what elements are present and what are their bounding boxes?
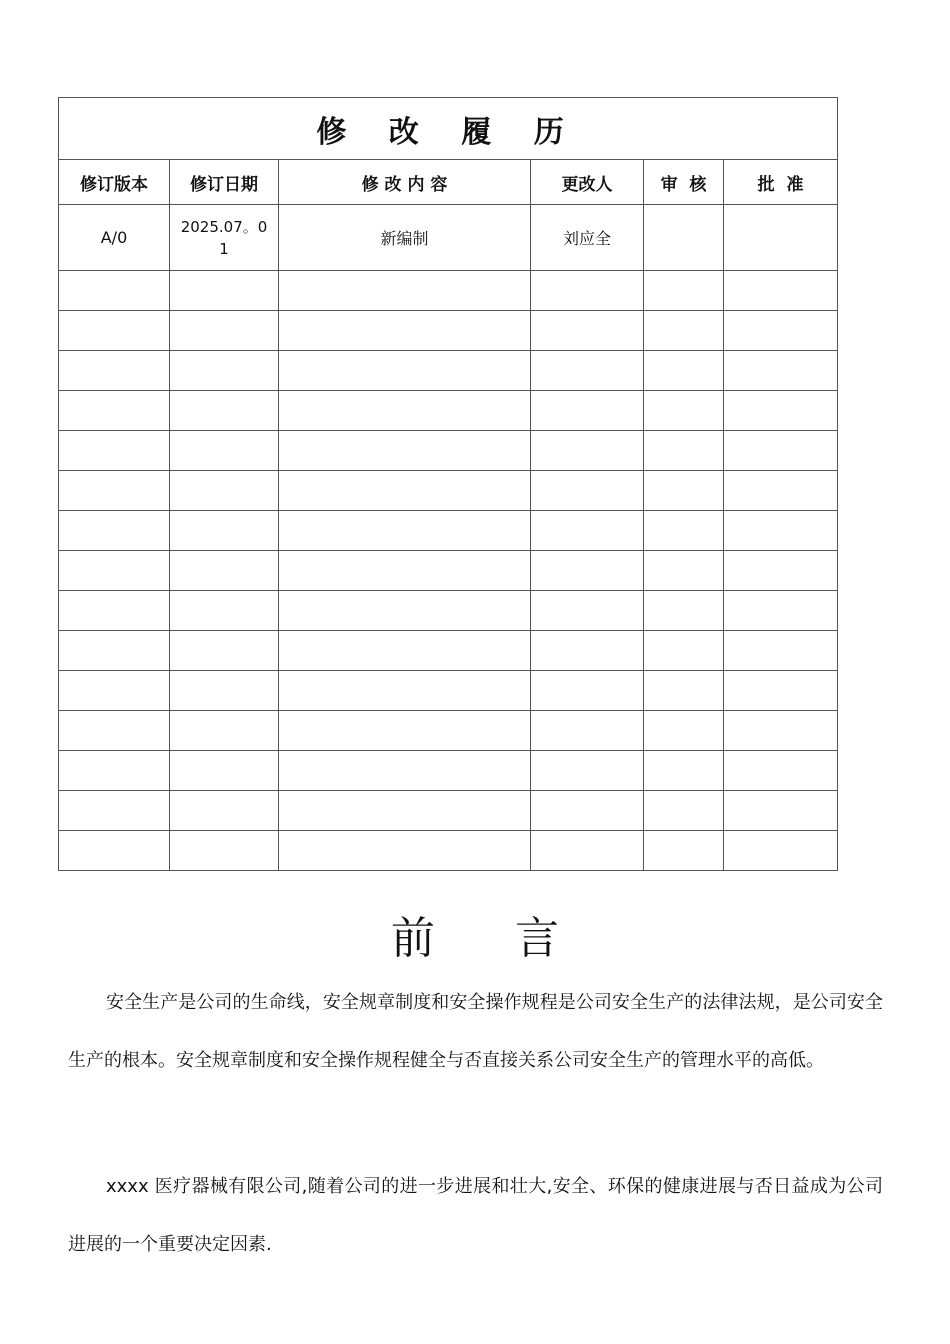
header-approved: 批 准: [724, 160, 838, 205]
empty-cell: [724, 631, 838, 671]
empty-cell: [59, 551, 170, 591]
empty-cell: [279, 591, 531, 631]
empty-cell: [279, 471, 531, 511]
table-row: [59, 551, 838, 591]
cell-date: 2025.07。01: [170, 205, 279, 271]
empty-cell: [644, 791, 724, 831]
empty-cell: [170, 311, 279, 351]
table-row: [59, 311, 838, 351]
empty-cell: [531, 471, 644, 511]
empty-cell: [644, 471, 724, 511]
empty-cell: [724, 511, 838, 551]
table-row: [59, 271, 838, 311]
cell-version: A/0: [59, 205, 170, 271]
table-row: [59, 511, 838, 551]
empty-cell: [279, 791, 531, 831]
empty-cell: [724, 311, 838, 351]
cell-approved: [724, 205, 838, 271]
empty-cell: [170, 551, 279, 591]
empty-cell: [531, 311, 644, 351]
empty-cell: [644, 351, 724, 391]
empty-cell: [644, 391, 724, 431]
header-version: 修订版本: [59, 160, 170, 205]
empty-cell: [644, 511, 724, 551]
empty-cell: [170, 471, 279, 511]
empty-cell: [724, 591, 838, 631]
cell-changed-by: 刘应全: [531, 205, 644, 271]
empty-cell: [279, 711, 531, 751]
table-row: [59, 431, 838, 471]
empty-cell: [59, 831, 170, 871]
empty-cell: [170, 631, 279, 671]
revision-history-title: 修 改 履 历: [59, 98, 838, 160]
empty-cell: [644, 271, 724, 311]
empty-cell: [724, 671, 838, 711]
empty-cell: [59, 271, 170, 311]
empty-cell: [644, 671, 724, 711]
empty-cell: [170, 591, 279, 631]
empty-cell: [644, 311, 724, 351]
table-row: [59, 471, 838, 511]
preface-paragraph-2: xxxx 医疗器械有限公司,随着公司的进一步进展和壮大,安全、环保的健康进展与否日益成为公司进展的一个重要决定因素.: [68, 1176, 883, 1255]
empty-cell: [644, 751, 724, 791]
empty-cell: [279, 431, 531, 471]
table-row: [59, 671, 838, 711]
empty-cell: [59, 711, 170, 751]
table-row: [59, 751, 838, 791]
empty-cell: [644, 431, 724, 471]
empty-cell: [644, 631, 724, 671]
preface-paragraph-1: 安全生产是公司的生命线，安全规章制度和安全操作规程是公司安全生产的法律法规，是公司安全生产的根本。安全规章制度和安全操作规程健全与否直接关系公司安全生产的管理水平的高低。: [68, 992, 883, 1071]
revision-history-table: [58, 97, 838, 871]
table-row: [59, 591, 838, 631]
empty-cell: [170, 391, 279, 431]
table-row: [59, 791, 838, 831]
empty-cell: [279, 751, 531, 791]
table-row: [59, 391, 838, 431]
empty-cell: [170, 751, 279, 791]
table-row: [59, 351, 838, 391]
empty-cell: [59, 631, 170, 671]
empty-cell: [531, 711, 644, 751]
empty-cell: [531, 631, 644, 671]
empty-cell: [279, 391, 531, 431]
table-row: [59, 711, 838, 751]
empty-cell: [724, 831, 838, 871]
header-date: 修订日期: [170, 160, 279, 205]
table-header-row: [59, 160, 838, 205]
empty-cell: [724, 551, 838, 591]
empty-cell: [724, 271, 838, 311]
empty-cell: [170, 831, 279, 871]
empty-cell: [724, 471, 838, 511]
empty-cell: [59, 671, 170, 711]
empty-cell: [170, 351, 279, 391]
empty-cell: [170, 431, 279, 471]
cell-reviewed: [644, 205, 724, 271]
empty-cell: [531, 391, 644, 431]
empty-cell: [644, 591, 724, 631]
empty-cell: [59, 791, 170, 831]
empty-cell: [279, 631, 531, 671]
empty-cell: [59, 351, 170, 391]
empty-cell: [724, 431, 838, 471]
header-changed-by: 更改人: [531, 160, 644, 205]
empty-cell: [59, 511, 170, 551]
table-row: [59, 205, 838, 271]
empty-cell: [59, 471, 170, 511]
header-content: 修 改 内 容: [279, 160, 531, 205]
empty-cell: [279, 271, 531, 311]
empty-cell: [59, 311, 170, 351]
empty-cell: [279, 551, 531, 591]
empty-cell: [724, 751, 838, 791]
empty-cell: [531, 791, 644, 831]
empty-cell: [531, 551, 644, 591]
table-row: [59, 631, 838, 671]
empty-cell: [724, 391, 838, 431]
empty-cell: [644, 831, 724, 871]
empty-cell: [170, 791, 279, 831]
empty-cell: [279, 511, 531, 551]
cell-content: 新编制: [279, 205, 531, 271]
table-row: [59, 831, 838, 871]
empty-cell: [170, 671, 279, 711]
empty-cell: [170, 511, 279, 551]
preface-title: 前言: [391, 913, 639, 964]
empty-cell: [644, 551, 724, 591]
empty-cell: [531, 671, 644, 711]
header-reviewed: 审 核: [644, 160, 724, 205]
empty-cell: [59, 391, 170, 431]
empty-cell: [279, 831, 531, 871]
empty-cell: [724, 711, 838, 751]
empty-cell: [724, 351, 838, 391]
empty-cell: [644, 711, 724, 751]
empty-cell: [59, 591, 170, 631]
empty-cell: [531, 271, 644, 311]
empty-cell: [279, 311, 531, 351]
empty-cell: [170, 271, 279, 311]
empty-cell: [170, 711, 279, 751]
empty-cell: [531, 591, 644, 631]
empty-cell: [279, 671, 531, 711]
empty-cell: [531, 351, 644, 391]
empty-cell: [531, 831, 644, 871]
empty-cell: [59, 431, 170, 471]
empty-cell: [724, 791, 838, 831]
empty-cell: [279, 351, 531, 391]
empty-cell: [531, 751, 644, 791]
empty-cell: [59, 751, 170, 791]
empty-cell: [531, 511, 644, 551]
empty-cell: [531, 431, 644, 471]
